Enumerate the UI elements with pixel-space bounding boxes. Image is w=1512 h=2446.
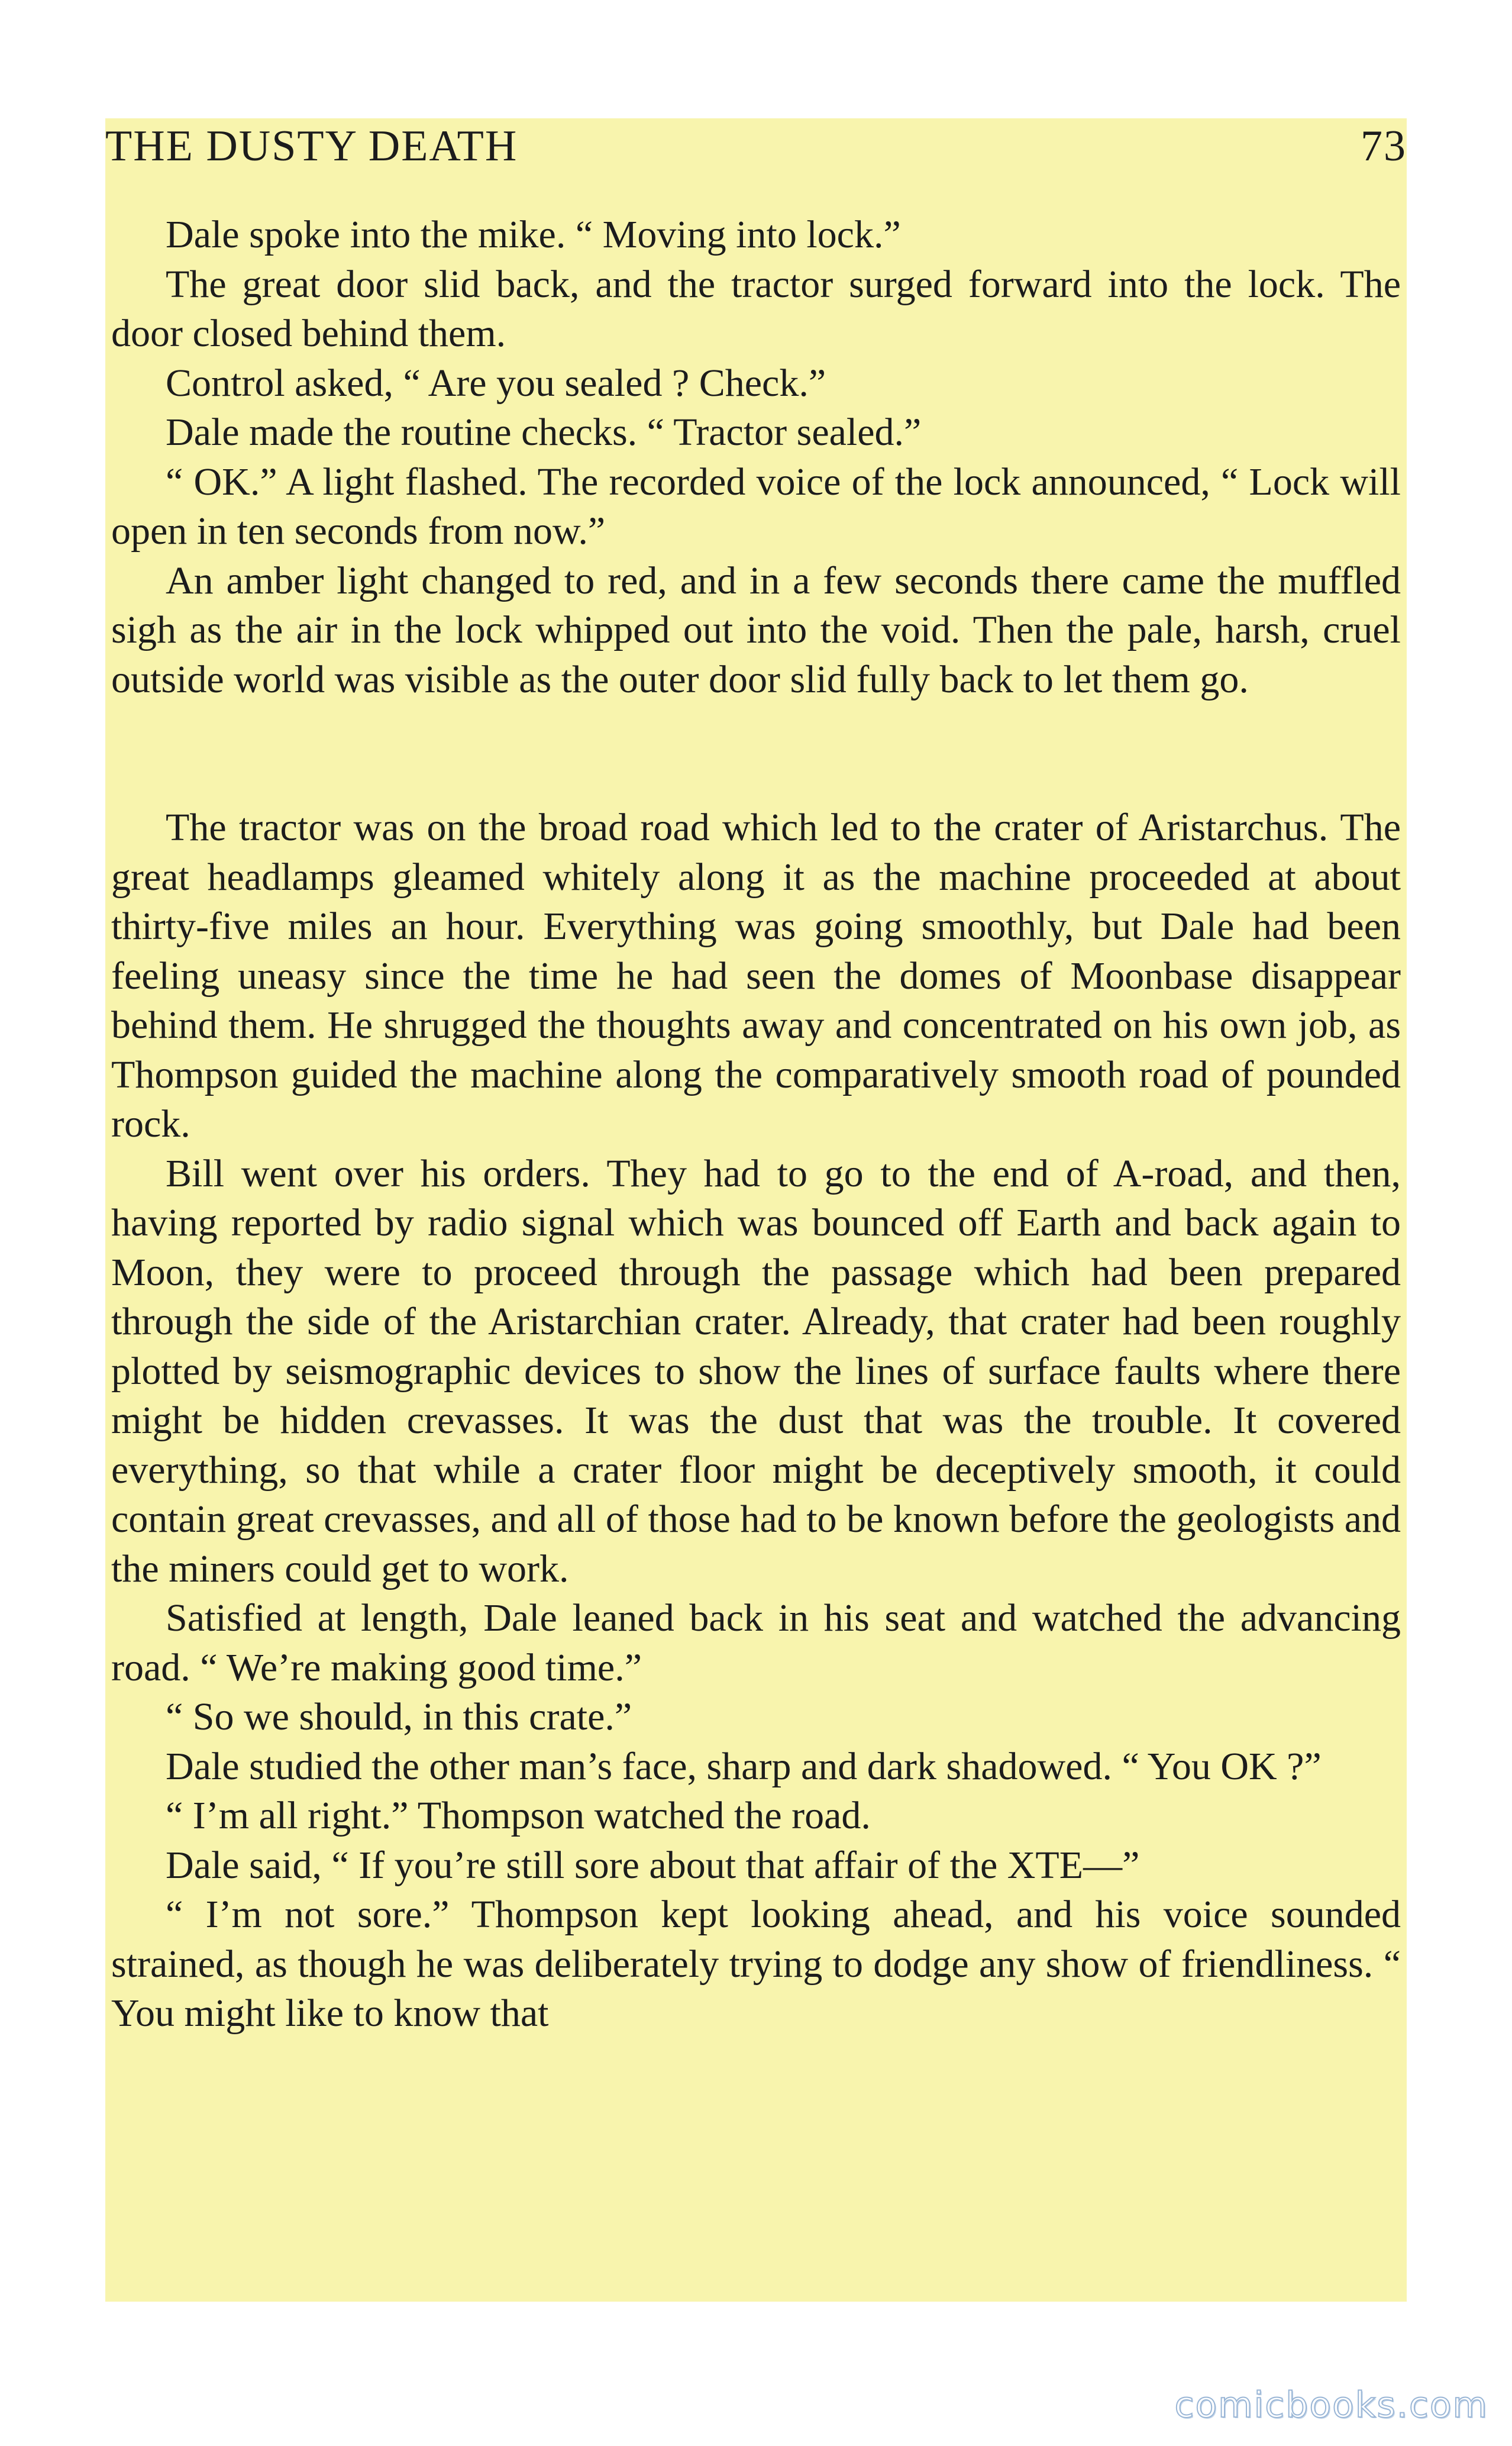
paragraph: Dale spoke into the mike. “ Moving into lock.”	[166, 213, 901, 256]
paragraph: “ I’m not sore.” Thompson kept looking ahead, and his voice sounded strained, as though he was deliberately trying to dodge any show of friendliness. “ You might like to know that	[111, 1893, 1401, 2035]
paragraph: The great door slid back, and the tractor surged forward into the lock. The door closed behind them.	[111, 262, 1401, 355]
body-text	[111, 210, 1401, 2038]
section-break	[111, 704, 1401, 803]
paragraph: “ I’m all right.” Thompson watched the road.	[166, 1794, 871, 1837]
paragraph: Bill went over his orders. They had to go to the end of A-road, and then, having reported by radio signal which was bounced off Earth and back again to Moon, they were to proceed through the passage which had been prepared through the side of the Aristarchian crater. Already, that crater had been roughly plotted by seismographic devices to show the lines of surface faults where there might be hidden crevasses. It was the dust that was the trouble. It covered everything, so that while a crater floor might be deceptively smooth, it could contain great crevasses, and all of those had to be known before the geologists and the miners could get to work.	[111, 1151, 1401, 1590]
page-number: 73	[1361, 122, 1407, 170]
paragraph: “ So we should, in this crate.”	[166, 1695, 632, 1738]
paragraph: Dale studied the other man’s face, sharp and dark shadowed. “ You OK ?”	[166, 1744, 1322, 1788]
paragraph: An amber light changed to red, and in a few seconds there came the muffled sigh as the air in the lock whipped out into the void. Then the pale, harsh, cruel outside world was visible as the outer door slid fully back to let them go.	[111, 559, 1401, 701]
paragraph: The tractor was on the broad road which led to the crater of Aristarchus. The great headlamps gleamed whitely along it as the machine proceeded at about thirty-five miles an hour. Everything was going smoothly, but Dale had been feeling uneasy since the time he had seen the domes of Moonbase disappear behind them. He shrugged the thoughts away and concentrated on his own job, as Thompson guided the machine along the comparatively smooth road of pounded rock.	[111, 806, 1401, 1145]
watermark-logo: comicbooks.com	[1174, 2384, 1488, 2426]
paragraph: Satisfied at length, Dale leaned back in his seat and watched the advancing road. “ We’re making good time.”	[111, 1596, 1401, 1689]
paragraph: Dale said, “ If you’re still sore about that affair of the XTE—”	[166, 1843, 1140, 1887]
paragraph: “ OK.” A light flashed. The recorded voice of the lock announced, “ Lock will open in ten seconds from now.”	[111, 460, 1401, 553]
book-title: THE DUSTY DEATH	[105, 122, 518, 170]
running-header	[105, 121, 1407, 175]
paragraph: Control asked, “ Are you sealed ? Check.”	[166, 361, 826, 405]
paragraph: Dale made the routine checks. “ Tractor sealed.”	[166, 411, 922, 454]
